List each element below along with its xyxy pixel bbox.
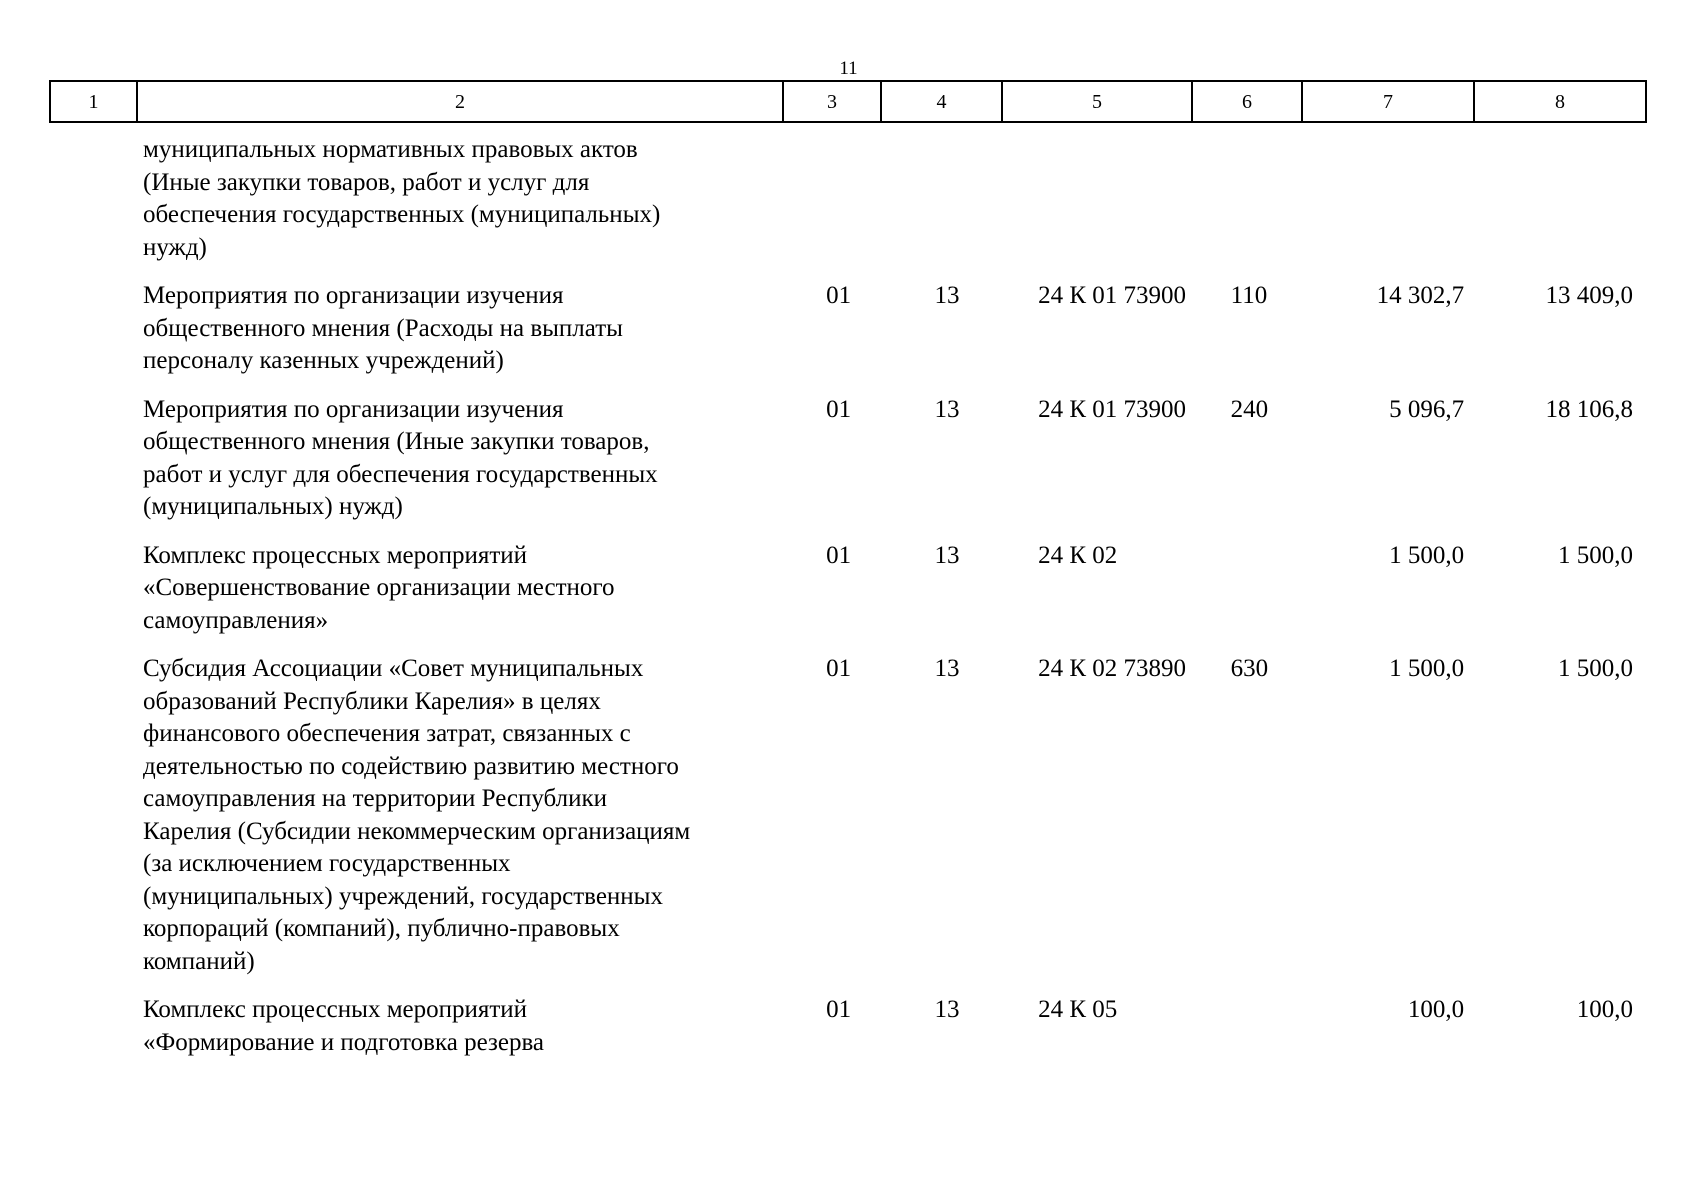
row-name-line: Карелия (Субсидии некоммерческим организациям bbox=[143, 817, 691, 845]
row-name-line: Субсидия Ассоциации «Совет муниципальных bbox=[143, 655, 644, 682]
budget-table-body bbox=[49, 134, 1641, 1075]
header-cell-6: 6 bbox=[1192, 81, 1302, 122]
row-target-article: 24 К 02 bbox=[1038, 541, 1118, 569]
row-amount-year-1: 14 302,7 bbox=[1376, 282, 1465, 309]
row-amount-year-2: 100,0 bbox=[1576, 996, 1633, 1023]
row-name-line: (муниципальных) учреждений, государственных bbox=[143, 882, 663, 910]
header-cell-1: 1 bbox=[50, 81, 137, 122]
column-number-header bbox=[49, 80, 1647, 123]
row-name-line: самоуправления на территории Республики bbox=[143, 785, 608, 812]
row-target-article: 24 К 05 bbox=[1038, 996, 1118, 1023]
row-name-line: финансового обеспечения затрат, связанных с bbox=[143, 720, 631, 747]
row-amount-year-1: 1 500,0 bbox=[1389, 655, 1465, 682]
row-amount-year-1: 5 096,7 bbox=[1389, 395, 1465, 423]
page-number: 11 bbox=[839, 58, 858, 79]
table-row bbox=[49, 994, 1641, 1075]
table-row bbox=[49, 134, 1641, 280]
header-cell-2: 2 bbox=[137, 81, 783, 122]
header-cell-5: 5 bbox=[1002, 81, 1192, 122]
header-row bbox=[50, 81, 1646, 122]
row-subsection: 13 bbox=[934, 655, 960, 682]
row-target-article: 24 К 02 73890 bbox=[1038, 655, 1187, 682]
row-section: 01 bbox=[826, 655, 852, 682]
header-cell-4: 4 bbox=[881, 81, 1002, 122]
row-expense-type: 110 bbox=[1230, 282, 1268, 309]
row-amount-year-2: 18 106,8 bbox=[1545, 395, 1633, 423]
row-name-line: Мероприятия по организации изучения bbox=[143, 282, 564, 309]
table-row bbox=[49, 653, 1641, 994]
row-name-line: «Формирование и подготовка резерва bbox=[143, 1028, 545, 1056]
row-name-line: муниципальных нормативных правовых актов bbox=[143, 136, 638, 163]
row-subsection: 13 bbox=[934, 395, 960, 423]
row-section: 01 bbox=[826, 395, 852, 423]
row-subsection: 13 bbox=[934, 996, 960, 1023]
row-section: 01 bbox=[826, 282, 852, 309]
row-name bbox=[49, 653, 805, 978]
row-name-line: общественного мнения (Иные закупки товаров, bbox=[143, 428, 650, 455]
header-cell-8: 8 bbox=[1474, 81, 1646, 122]
row-amount-year-2: 1 500,0 bbox=[1558, 655, 1633, 682]
row-name-line: самоуправления» bbox=[143, 606, 329, 634]
row-expense-type: 630 bbox=[1230, 655, 1269, 682]
row-name-line: Комплекс процессных мероприятий bbox=[143, 541, 528, 569]
row-name-line: общественного мнения (Расходы на выплаты bbox=[143, 314, 623, 342]
row-amount-year-2: 13 409,0 bbox=[1545, 282, 1633, 309]
row-expense-type: 240 bbox=[1230, 395, 1269, 423]
row-name bbox=[49, 540, 805, 638]
row-name bbox=[49, 994, 805, 1059]
row-name-line: (Иные закупки товаров, работ и услуг для bbox=[143, 168, 590, 196]
row-name-line: (за исключением государственных bbox=[143, 850, 511, 877]
row-name-line: корпораций (компаний), публично-правовых bbox=[143, 915, 620, 942]
row-name bbox=[49, 134, 805, 264]
row-name-line: работ и услуг для обеспечения государственных bbox=[143, 460, 658, 488]
row-amount-year-1: 100,0 bbox=[1407, 996, 1465, 1023]
row-name-line: (муниципальных) нужд) bbox=[143, 493, 403, 520]
row-name-line: образований Республики Карелия» в целях bbox=[143, 687, 601, 715]
row-name bbox=[49, 280, 805, 378]
row-name-line: «Совершенствование организации местного bbox=[143, 574, 615, 601]
header-cell-7: 7 bbox=[1302, 81, 1474, 122]
row-name-line: обеспечения государственных (муниципальных) bbox=[143, 201, 661, 228]
row-name-line: нужд) bbox=[143, 233, 207, 261]
row-target-article: 24 К 01 73900 bbox=[1038, 395, 1187, 423]
row-subsection: 13 bbox=[934, 541, 960, 569]
row-name-line: Комплекс процессных мероприятий bbox=[143, 996, 528, 1023]
table-row bbox=[49, 280, 1641, 394]
row-subsection: 13 bbox=[934, 282, 960, 309]
row-section: 01 bbox=[826, 996, 852, 1023]
row-name-line: компаний) bbox=[143, 947, 255, 975]
row-name-line: персоналу казенных учреждений) bbox=[143, 347, 504, 374]
row-amount-year-2: 1 500,0 bbox=[1558, 541, 1633, 569]
table-row bbox=[49, 394, 1641, 540]
table-row bbox=[49, 540, 1641, 654]
row-amount-year-1: 1 500,0 bbox=[1389, 541, 1465, 569]
header-cell-3: 3 bbox=[783, 81, 881, 122]
row-name-line: деятельностью по содействию развитию местного bbox=[143, 752, 679, 780]
row-name bbox=[49, 394, 805, 524]
row-name-line: Мероприятия по организации изучения bbox=[143, 395, 564, 423]
row-target-article: 24 К 01 73900 bbox=[1038, 282, 1187, 309]
row-section: 01 bbox=[826, 541, 852, 569]
